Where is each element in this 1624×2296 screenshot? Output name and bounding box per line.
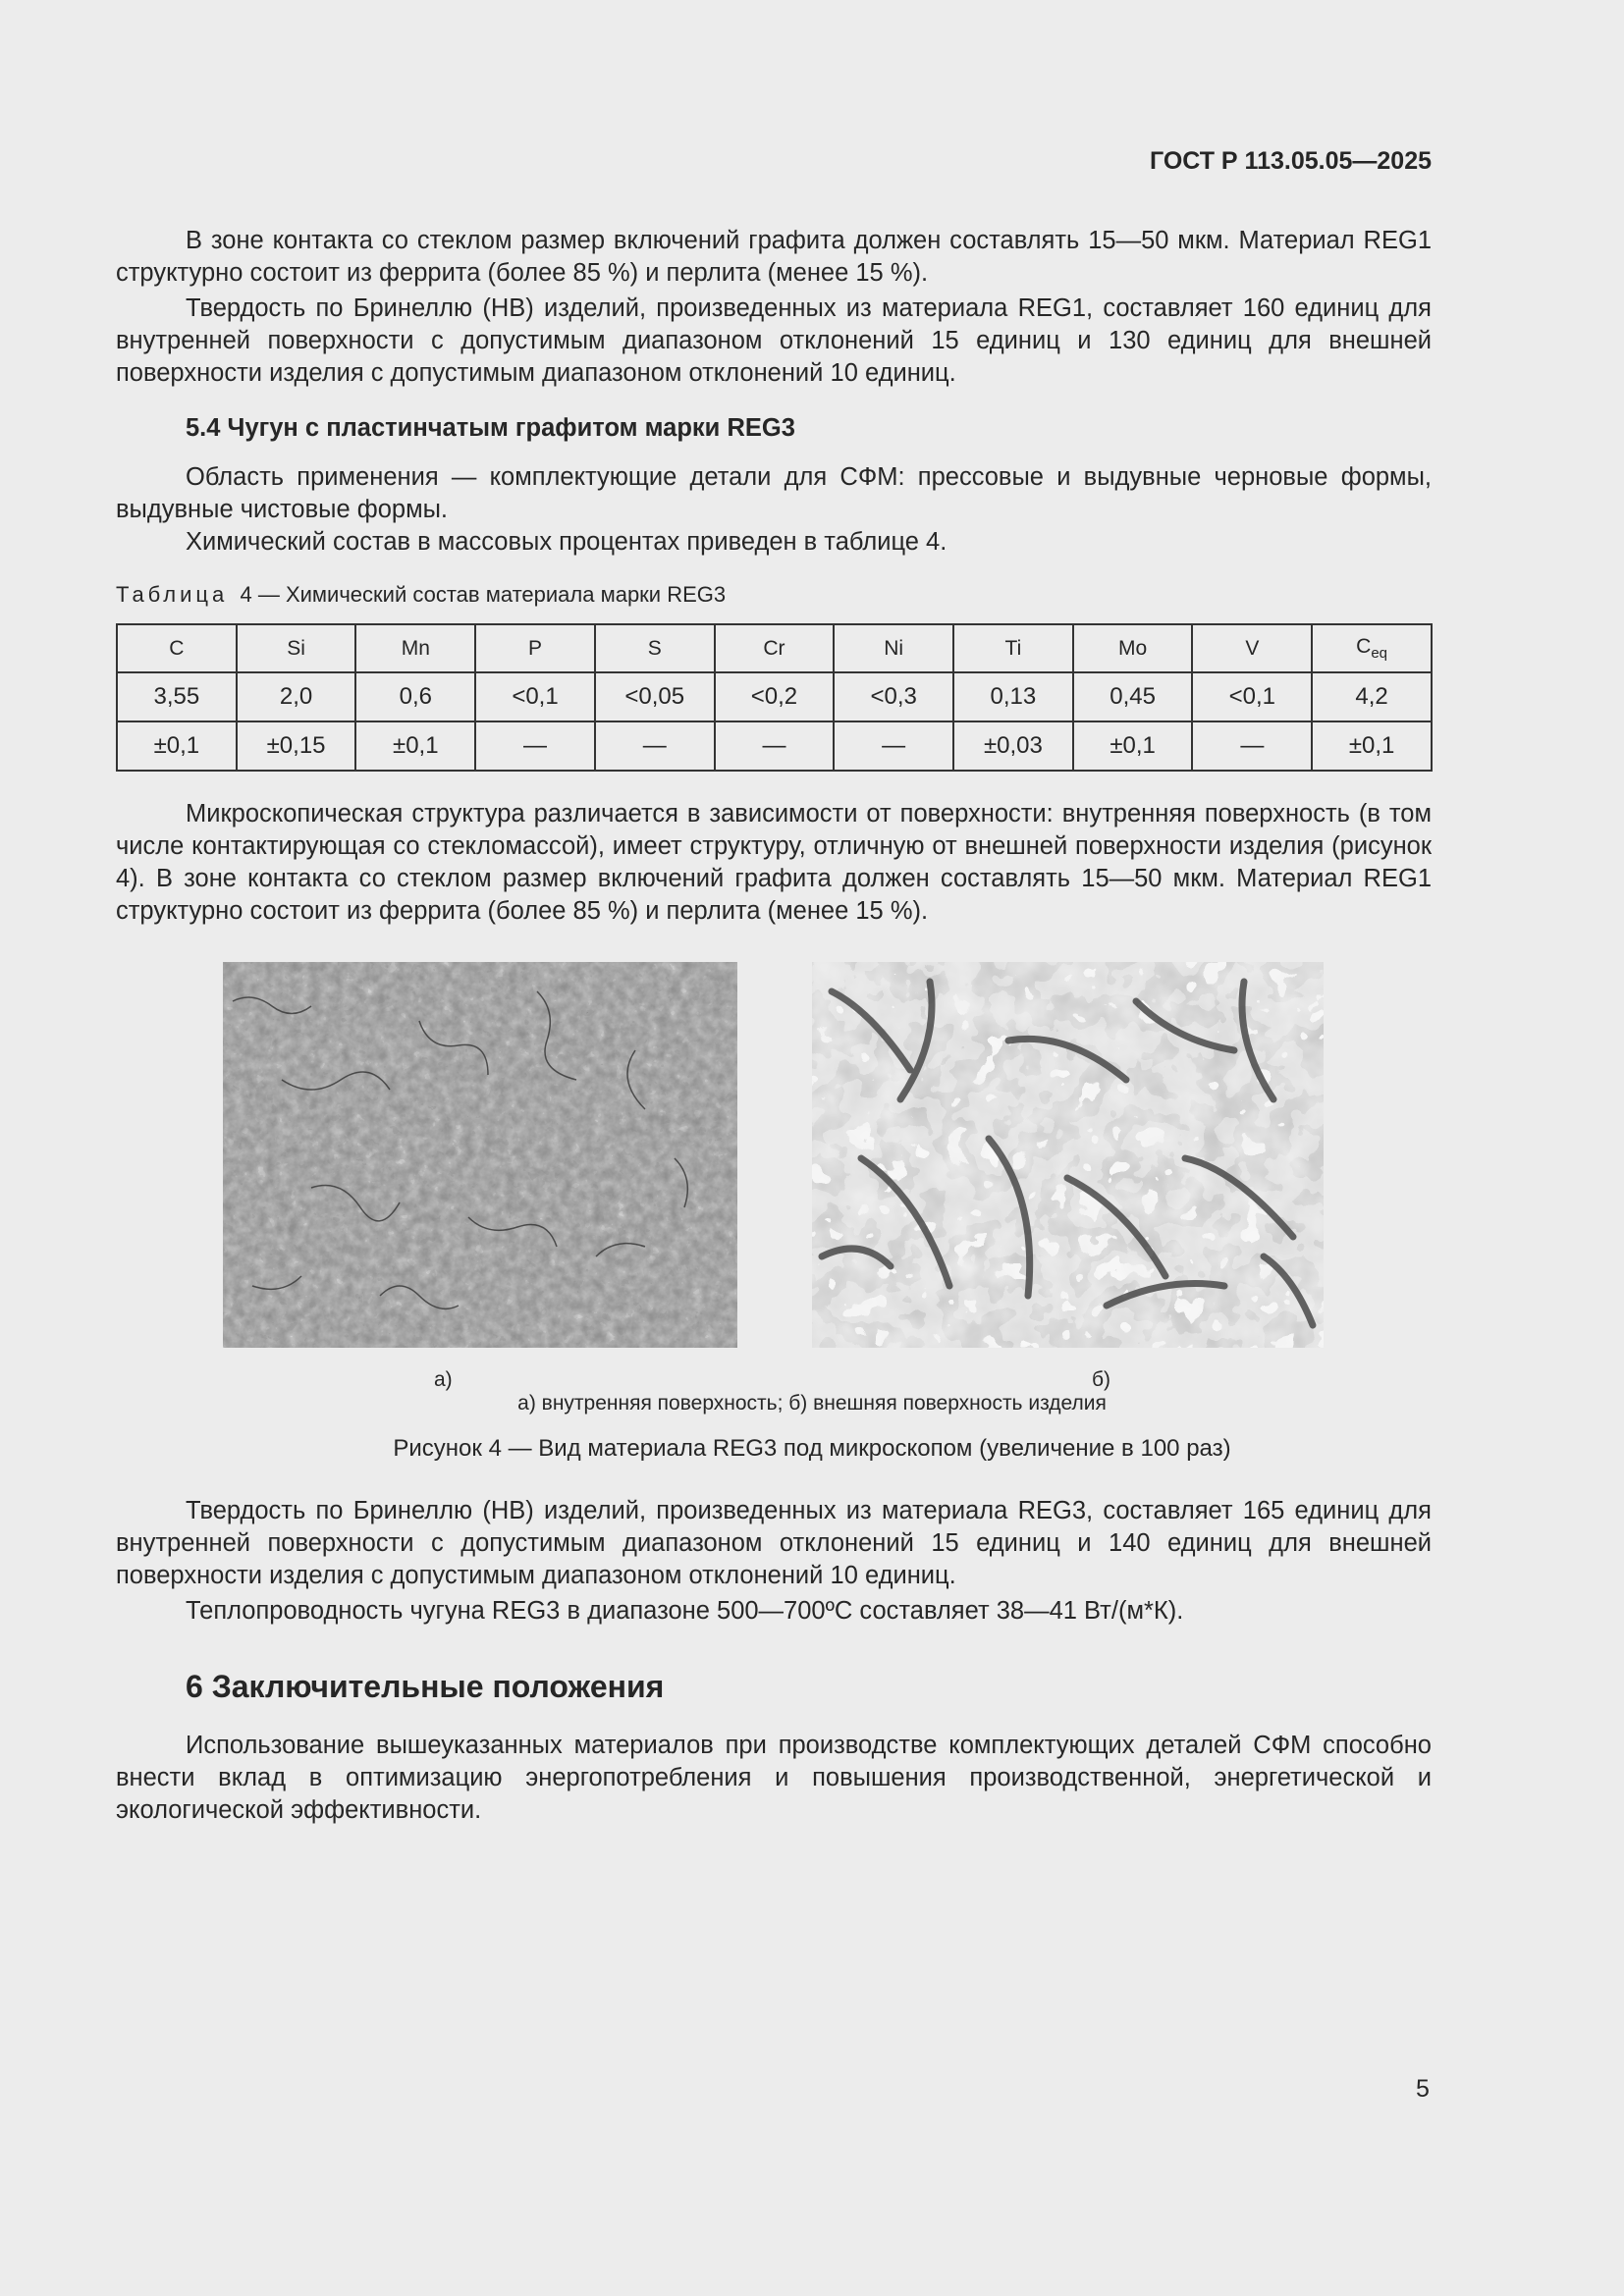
table-cell: 0,6 [355, 672, 475, 721]
header-cell: V [1192, 624, 1312, 672]
table-cell: — [475, 721, 595, 771]
paragraph: Область применения — комплектующие детали для СФМ: прессовые и выдувные черновые формы, выдувные чистовые формы. [116, 463, 1432, 523]
paragraph: Теплопроводность чугуна REG3 в диапазоне 500—700ºC составляет 38—41 Вт/(м*К). [186, 1597, 1184, 1625]
micrograph-inner-surface [223, 962, 737, 1348]
header-cell-ceq [1312, 624, 1432, 672]
table-cell: <0,1 [475, 672, 595, 721]
header-cell: Cr [715, 624, 835, 672]
figure-label-a: а) [434, 1368, 453, 1391]
header-cell: Si [237, 624, 356, 672]
table-row-tolerance [117, 721, 1432, 771]
table-cell: — [595, 721, 715, 771]
table-row-values [117, 672, 1432, 721]
table-cell: ±0,15 [237, 721, 356, 771]
header-cell: Mo [1073, 624, 1193, 672]
figure-title: Рисунок 4 — Вид материала REG3 под микроскопом (увеличение в 100 раз) [393, 1435, 1231, 1462]
table-cell: 0,45 [1073, 672, 1193, 721]
table-cell: ±0,1 [355, 721, 475, 771]
table-cell: 2,0 [237, 672, 356, 721]
page-number: 5 [1416, 2075, 1430, 2103]
table-caption [116, 582, 726, 608]
paragraph: В зоне контакта со стеклом размер включений графита должен составлять 15—50 мкм. Материал REG1 структурно состоит из феррита (более 85 %) и перлита (менее 15 %). [116, 227, 1432, 287]
table-cell: 0,13 [953, 672, 1073, 721]
table-header-row [117, 624, 1432, 672]
figure-label-b: б) [1092, 1368, 1111, 1391]
paragraph: Использование вышеуказанных материалов при производстве комплектующих деталей СФМ способно внести вклад в оптимизацию энергопотребления и повышения производственной, энергетической и экологической эффективности. [116, 1732, 1432, 1824]
table-cell: <0,05 [595, 672, 715, 721]
ceq-symbol: C [1356, 634, 1372, 658]
table-caption-text: 4 — Химический состав материала марки REG3 [240, 582, 727, 607]
table-cell: — [715, 721, 835, 771]
table-cell: <0,2 [715, 672, 835, 721]
paragraph: Химический состав в массовых процентах приведен в таблице 4. [186, 528, 947, 556]
figure-subcaption: а) внутренняя поверхность; б) внешняя поверхность изделия [517, 1392, 1107, 1415]
header-cell: S [595, 624, 715, 672]
table-cell: 4,2 [1312, 672, 1432, 721]
section-heading-5-4: 5.4 Чугун с пластинчатым графитом марки REG3 [186, 414, 795, 442]
header-cell: Ti [953, 624, 1073, 672]
table-cell: — [834, 721, 953, 771]
table-caption-prefix: Таблица [116, 582, 229, 607]
document-header: ГОСТ Р 113.05.05—2025 [1149, 147, 1432, 175]
table-cell: 3,55 [117, 672, 237, 721]
paragraph: Микроскопическая структура различается в зависимости от поверхности: внутренняя поверхность (в том числе контактирующая со стекломассой), имеет структуру, отличную от внешней поверхности изделия (рисунок 4). В зоне контакта со стеклом размер включений графита должен составлять 15—50 мкм. Материал REG1 структурно состоит из феррита (более 85 %) и перлита (менее 15 %). [116, 800, 1432, 925]
table-cell: ±0,1 [117, 721, 237, 771]
table-cell: ±0,1 [1312, 721, 1432, 771]
paragraph: Твердость по Бринеллю (НВ) изделий, произведенных из материала REG1, составляет 160 единиц для внутренней поверхности с допустимым диапазоном отклонений 15 единиц и 130 единиц для внешней поверхности изделия с допустимым диапазоном отклонений 10 единиц. [116, 294, 1432, 387]
table-cell: <0,3 [834, 672, 953, 721]
paragraph: Твердость по Бринеллю (НВ) изделий, произведенных из материала REG3, составляет 165 единиц для внутренней поверхности с допустимым диапазоном отклонений 15 единиц и 140 единиц для внешней поверхности изделия с допустимым диапазоном отклонений 10 единиц. [116, 1497, 1432, 1589]
header-cell: Ni [834, 624, 953, 672]
header-cell: Mn [355, 624, 475, 672]
table-cell: ±0,1 [1073, 721, 1193, 771]
table-cell: ±0,03 [953, 721, 1073, 771]
micrograph-outer-surface [812, 962, 1324, 1348]
table-cell: <0,1 [1192, 672, 1312, 721]
header-cell: C [117, 624, 237, 672]
section-heading-6: 6 Заключительные положения [186, 1669, 665, 1704]
ceq-subscript: eq [1371, 645, 1388, 663]
chemical-composition-table [116, 623, 1433, 772]
header-cell: P [475, 624, 595, 672]
table-cell: — [1192, 721, 1312, 771]
